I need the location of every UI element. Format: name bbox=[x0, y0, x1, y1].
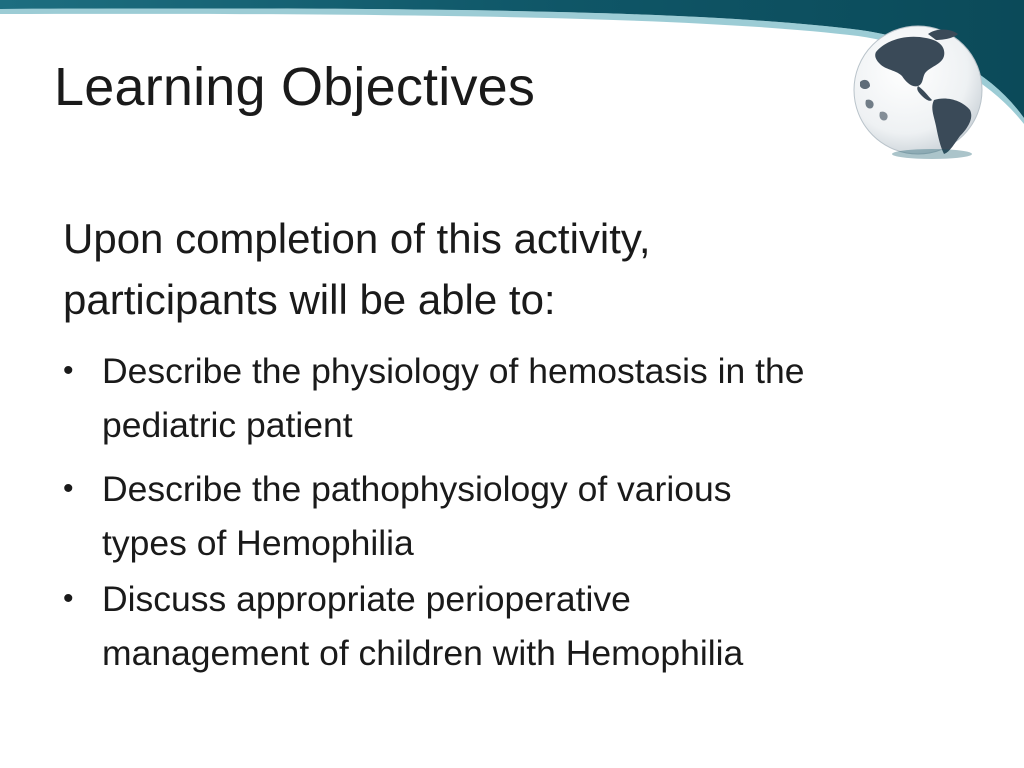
list-item-line-1: Describe the physiology of hemostasis in the bbox=[102, 351, 805, 391]
list-item-line-1: Discuss appropriate perioperative bbox=[102, 579, 631, 619]
intro-text bbox=[63, 208, 943, 330]
objectives-list bbox=[63, 344, 963, 680]
list-item bbox=[63, 572, 963, 680]
list-item-line-2: types of Hemophilia bbox=[102, 523, 414, 563]
bullet-icon: • bbox=[63, 354, 74, 387]
bullet-icon: • bbox=[63, 582, 74, 615]
list-item bbox=[63, 344, 963, 452]
list-item bbox=[63, 462, 963, 570]
globe-icon bbox=[846, 12, 996, 162]
slide-title: Learning Objectives bbox=[54, 57, 536, 117]
list-item-line-2: management of children with Hemophilia bbox=[102, 633, 744, 673]
list-item-line-2: pediatric patient bbox=[102, 405, 353, 445]
bullet-icon: • bbox=[63, 472, 74, 505]
intro-line-1: Upon completion of this activity, bbox=[63, 215, 651, 262]
list-item-line-1: Describe the pathophysiology of various bbox=[102, 469, 732, 509]
intro-line-2: participants will be able to: bbox=[63, 276, 556, 323]
